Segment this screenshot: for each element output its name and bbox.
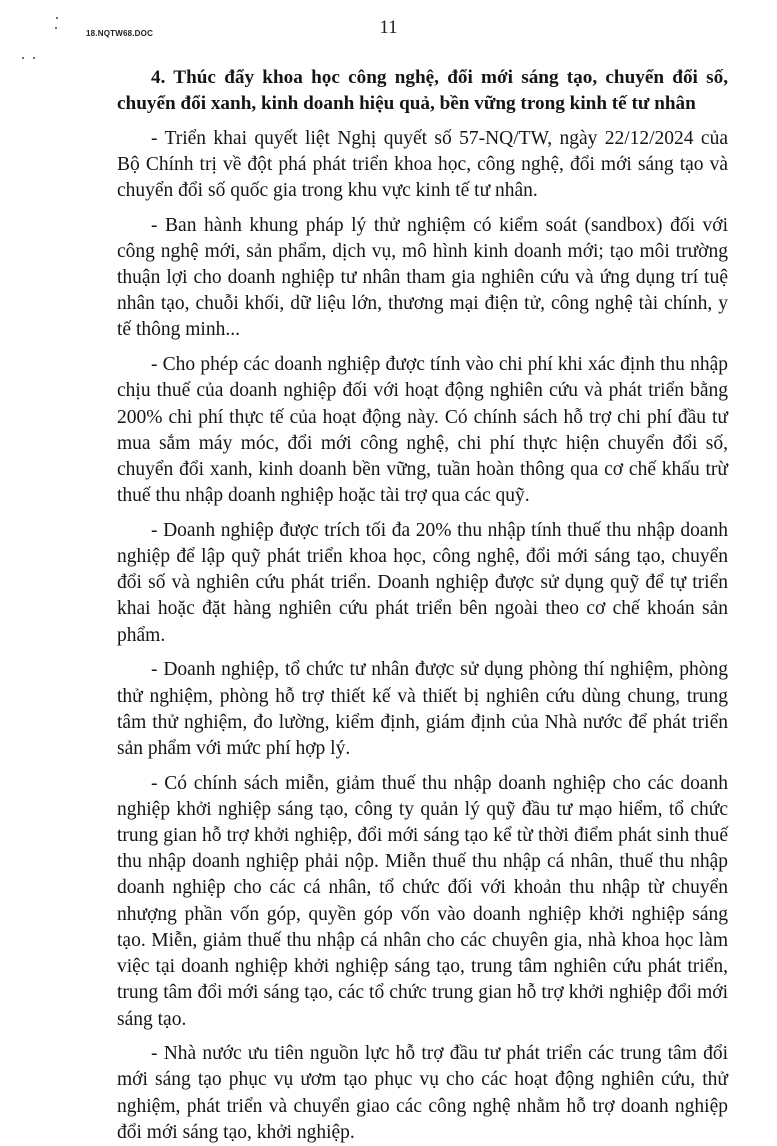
scan-speck <box>22 57 24 59</box>
document-file-code: 18.NQTW68.DOC <box>86 29 154 38</box>
paragraph: - Cho phép các doanh nghiệp được tính vào chi phí khi xác định thu nhập chịu thuế của doanh nghiệp đối với hoạt động nghiên cứu và phát triển bằng 200% chi phí thực tế của hoạt động này. Có chính sách hỗ trợ chi phí đầu tư mua sắm máy móc, đổi mới công nghệ, chi phí thực hiện chuyển đổi số, chuyển đổi xanh, kinh doanh bền vững, tuần hoàn thông qua cơ chế khấu trừ thuế thu nhập doanh nghiệp hoặc tài trợ qua các quỹ. <box>117 354 728 507</box>
paragraph: - Triển khai quyết liệt Nghị quyết số 57-NQ/TW, ngày 22/12/2024 của Bộ Chính trị về đột phá phát triển khoa học, công nghệ, đổi mới sáng tạo và chuyển đổi số quốc gia trong khu vực kinh tế tư nhân. <box>117 127 728 201</box>
document-body <box>117 65 728 1146</box>
paragraph: - Doanh nghiệp, tổ chức tư nhân được sử dụng phòng thí nghiệm, phòng thử nghiệm, phòng hỗ trợ thiết kế và thiết bị nghiên cứu dùng chung, trung tâm thử nghiệm, đo lường, kiểm định, giám định của Nhà nước để phát triển sản phẩm với mức phí hợp lý. <box>117 659 728 759</box>
paragraph: - Nhà nước ưu tiên nguồn lực hỗ trợ đầu tư phát triển các trung tâm đổi mới sáng tạo phục vụ ươm tạo phục vụ cho các hoạt động nghiên cứu, thử nghiệm, phát triển và chuyển giao các công nghệ nhằm hỗ trợ doanh nghiệp đổi mới sáng tạo, khởi nghiệp. <box>117 1043 728 1143</box>
paragraph: - Ban hành khung pháp lý thử nghiệm có kiểm soát (sandbox) đối với công nghệ mới, sản phẩm, dịch vụ, mô hình kinh doanh mới; tạo môi trường thuận lợi cho doanh nghiệp tư nhân tham gia nghiên cứu và ứng dụng trí tuệ nhân tạo, chuỗi khối, dữ liệu lớn, thương mại điện tử, công nghệ tài chính, y tế thông minh... <box>117 214 728 341</box>
page-number: 11 <box>379 17 398 38</box>
paragraph: - Có chính sách miễn, giảm thuế thu nhập doanh nghiệp cho các doanh nghiệp khởi nghiệp sáng tạo, công ty quản lý quỹ đầu tư mạo hiểm, tổ chức trung gian hỗ trợ khởi nghiệp, đổi mới sáng tạo kể từ thời điểm phát sinh thuế thu nhập doanh nghiệp phải nộp. Miễn thuế thu nhập cá nhân, thuế thu nhập doanh nghiệp cho các cá nhân, tổ chức đối với khoản thu nhập từ chuyển nhượng phần vốn góp, quyền góp vốn vào doanh nghiệp khởi nghiệp sáng tạo. Miễn, giảm thuế thu nhập cá nhân cho các chuyên gia, nhà khoa học làm việc tại doanh nghiệp khởi nghiệp sáng tạo, trung tâm nghiên cứu phát triển, trung tâm đổi mới sáng tạo, các tổ chức trung gian hỗ trợ khởi nghiệp đổi mới sáng tạo. <box>117 772 728 1030</box>
scan-speck <box>33 57 35 59</box>
paragraph: - Doanh nghiệp được trích tối đa 20% thu nhập tính thuế thu nhập doanh nghiệp để lập quỹ phát triển khoa học, công nghệ, đổi mới sáng tạo, chuyển đổi số và nghiên cứu phát triển. Doanh nghiệp được sử dụng quỹ để tự triển khai hoặc đặt hàng nghiên cứu phát triển bên ngoài theo cơ chế khoán sản phẩm. <box>117 519 728 646</box>
section-heading: 4. Thúc đẩy khoa học công nghệ, đổi mới sáng tạo, chuyển đổi số, chuyển đổi xanh, kinh doanh hiệu quả, bền vững trong kinh tế tư nhân <box>117 67 728 114</box>
